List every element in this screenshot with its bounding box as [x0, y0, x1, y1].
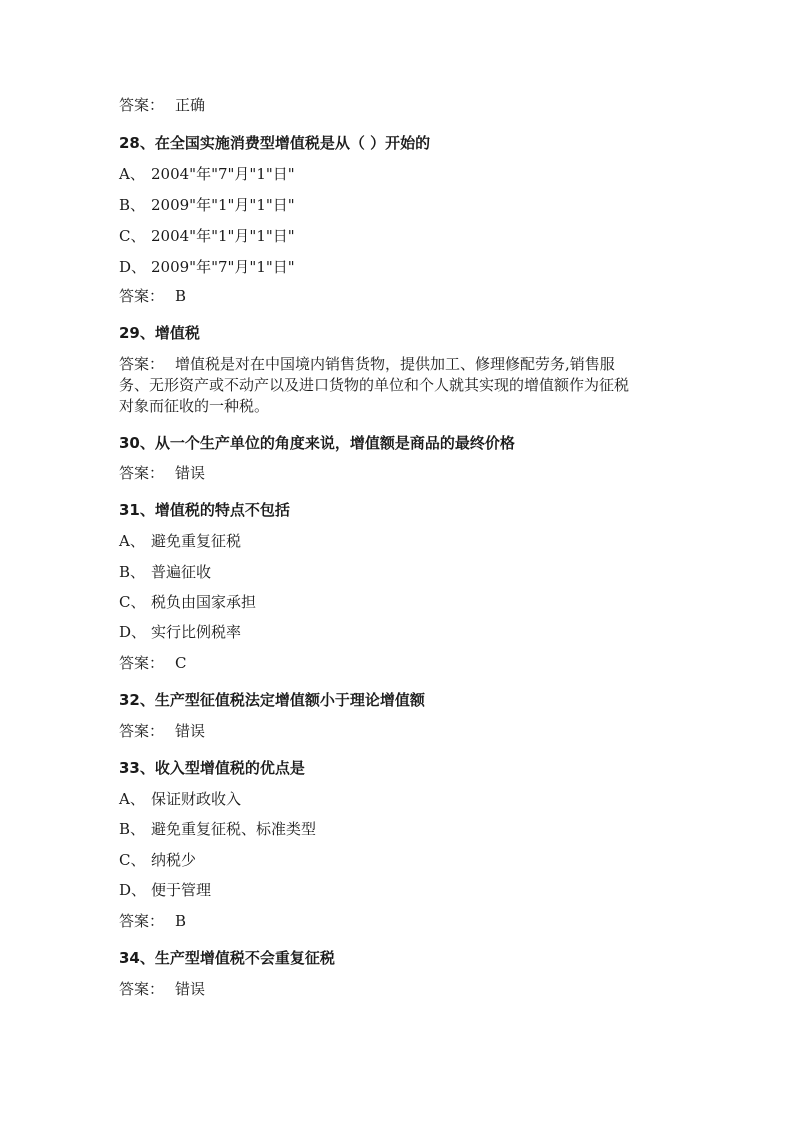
answer-value: B — [175, 912, 187, 930]
answer-line-q27 — [119, 95, 205, 115]
option-letter: C、 — [119, 227, 146, 245]
option-text: 便于管理 — [151, 881, 212, 899]
answer-line-q31 — [119, 653, 186, 673]
answer-line-q29-1 — [119, 354, 615, 374]
option-letter: C、 — [119, 851, 146, 869]
answer-value: 错误 — [175, 722, 206, 740]
option-q33-c — [119, 850, 196, 870]
question-title-q34: 34、生产型增值税不会重复征税 — [119, 949, 335, 967]
answer-line-q30 — [119, 463, 205, 483]
answer-label: 答案： — [119, 722, 165, 740]
option-text: 2009"年"7"月"1"日" — [151, 258, 295, 276]
option-text: 2004"年"7"月"1"日" — [151, 165, 295, 183]
option-letter: A、 — [119, 165, 145, 183]
answer-label: 答案： — [119, 287, 165, 305]
option-q28-c — [119, 226, 295, 246]
option-q28-a — [119, 164, 295, 184]
option-text: 实行比例税率 — [151, 623, 242, 641]
option-q33-b — [119, 819, 316, 839]
option-q33-a — [119, 789, 241, 809]
option-text: 税负由国家承担 — [151, 593, 257, 611]
option-text: 普遍征收 — [151, 563, 212, 581]
answer-line-q32 — [119, 721, 205, 741]
option-q28-d — [119, 257, 295, 277]
question-title-q30: 30、从一个生产单位的角度来说，增值额是商品的最终价格 — [119, 434, 515, 452]
answer-line-q28 — [119, 286, 186, 306]
option-letter: A、 — [119, 532, 145, 550]
answer-label: 答案： — [119, 654, 165, 672]
option-q31-c — [119, 592, 256, 612]
question-title-q33: 33、收入型增值税的优点是 — [119, 759, 305, 777]
answer-label: 答案： — [119, 464, 165, 482]
option-letter: B、 — [119, 196, 146, 214]
answer-value: C — [175, 654, 187, 672]
answer-line-q33 — [119, 911, 186, 931]
option-text: 避免重复征税、标准类型 — [151, 820, 317, 838]
option-text: 2004"年"1"月"1"日" — [151, 227, 295, 245]
option-q28-b — [119, 195, 295, 215]
question-title-q32: 32、生产型征值税法定增值额小于理论增值额 — [119, 691, 425, 709]
answer-value: B — [175, 287, 187, 305]
option-q31-b — [119, 562, 211, 582]
option-q31-a — [119, 531, 241, 551]
question-title-q31: 31、增值税的特点不包括 — [119, 501, 290, 519]
option-letter: C、 — [119, 593, 146, 611]
answer-value: 正确 — [175, 96, 206, 114]
option-letter: A、 — [119, 790, 145, 808]
question-title-q28: 28、在全国实施消费型增值税是从（ ）开始的 — [119, 134, 431, 152]
answer-line-q34 — [119, 979, 205, 999]
option-text: 保证财政收入 — [151, 790, 242, 808]
answer-value: 错误 — [175, 464, 206, 482]
option-text: 避免重复征税 — [151, 532, 242, 550]
answer-label: 答案： — [119, 96, 165, 114]
answer-label: 答案： — [119, 912, 165, 930]
option-letter: B、 — [119, 820, 146, 838]
option-q33-d — [119, 880, 211, 900]
option-text: 纳税少 — [151, 851, 197, 869]
option-letter: B、 — [119, 563, 146, 581]
answer-line-q29-3: 对象而征收的一种税。 — [119, 397, 270, 415]
question-title-q29: 29、增值税 — [119, 324, 200, 342]
option-text: 2009"年"1"月"1"日" — [151, 196, 295, 214]
answer-value: 错误 — [175, 980, 206, 998]
answer-label: 答案： — [119, 355, 165, 373]
option-q31-d — [119, 622, 241, 642]
answer-line-q29-2: 务、无形资产或不动产以及进口货物的单位和个人就其实现的增值额作为征税 — [119, 376, 630, 394]
option-letter: D、 — [119, 881, 147, 899]
option-letter: D、 — [119, 258, 147, 276]
answer-text: 增值税是对在中国境内销售货物，提供加工、修理修配劳务,销售服 — [175, 355, 615, 373]
answer-label: 答案： — [119, 980, 165, 998]
option-letter: D、 — [119, 623, 147, 641]
